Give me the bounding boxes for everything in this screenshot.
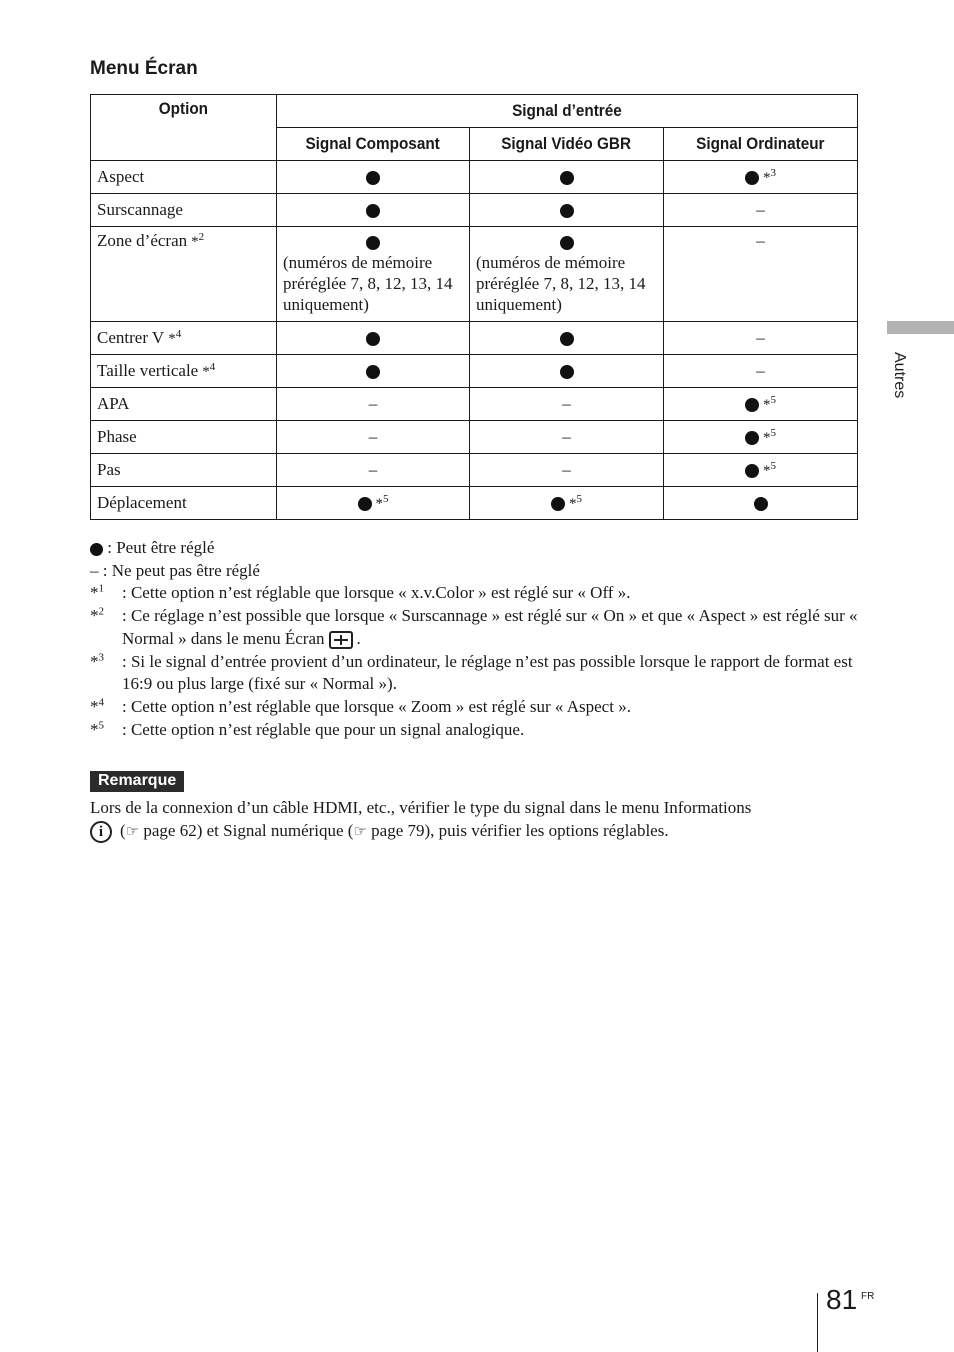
filled-circle-icon — [366, 171, 380, 185]
table-row — [91, 421, 858, 454]
filled-circle-icon — [551, 497, 565, 511]
cell-ordinateur: – — [664, 355, 858, 388]
cell-composant: (numéros de mémoire préréglée 7, 8, 12, 13, 14 uniquement) — [277, 227, 470, 322]
remark-text: Lors de la connexion d’un câble HDMI, etc., vérifier le type du signal dans le menu Informations i (☞ page 62) et Signal numérique (☞ page 79), puis vérifier les options réglables. — [90, 797, 860, 843]
table-row — [91, 355, 858, 388]
row-label: Pas — [91, 454, 277, 487]
filled-circle-icon — [745, 398, 759, 412]
filled-circle-icon — [366, 236, 380, 250]
table-row — [91, 487, 858, 520]
filled-circle-icon — [358, 497, 372, 511]
filled-circle-icon — [745, 171, 759, 185]
cell-ordinateur — [664, 487, 858, 520]
info-icon: i — [90, 821, 112, 843]
filled-circle-icon — [754, 497, 768, 511]
cell-composant: – — [277, 421, 470, 454]
footnote: *$^4$ : Cette option n’est réglable que lorsque « Zoom » est réglé sur « Aspect ». — [90, 696, 631, 716]
page-number: 81 — [826, 1284, 858, 1315]
filled-circle-icon — [366, 332, 380, 346]
header-composant: Signal Composant — [277, 128, 470, 161]
cell-gbr: *$^5$ — [470, 487, 664, 520]
section-heading: Menu Écran — [90, 58, 198, 79]
page-ref-icon: ☞ — [125, 823, 140, 840]
side-tab-label: Autres — [891, 352, 908, 399]
cell-composant — [277, 194, 470, 227]
cell-ordinateur: – — [664, 227, 858, 322]
cell-ordinateur: – — [664, 194, 858, 227]
filled-circle-icon — [560, 236, 574, 250]
filled-circle-icon — [366, 365, 380, 379]
filled-circle-icon — [560, 365, 574, 379]
cell-gbr — [470, 161, 664, 194]
row-label: APA — [91, 388, 277, 421]
cell-composant — [277, 355, 470, 388]
table-row — [91, 194, 858, 227]
row-label: Zone d’écran *$^2$ — [91, 227, 277, 322]
filled-circle-icon — [560, 332, 574, 346]
row-label: Aspect — [91, 161, 277, 194]
cell-composant: *$^5$ — [277, 487, 470, 520]
header-ordinateur: Signal Ordinateur — [664, 128, 858, 161]
filled-circle-icon — [560, 204, 574, 218]
filled-circle-icon — [366, 204, 380, 218]
legend — [90, 537, 860, 741]
filled-circle-icon — [560, 171, 574, 185]
header-gbr: Signal Vidéo GBR — [470, 128, 664, 161]
filled-circle-icon — [745, 431, 759, 445]
cell-gbr: – — [470, 421, 664, 454]
row-label: Surscannage — [91, 194, 277, 227]
remark-badge: Remarque — [90, 771, 184, 792]
legend-dot: : Peut être réglé — [90, 537, 860, 560]
cell-ordinateur: *$^3$ — [664, 161, 858, 194]
cell-composant — [277, 161, 470, 194]
side-tab-bar — [887, 321, 954, 334]
table-row — [91, 161, 858, 194]
cell-gbr: – — [470, 388, 664, 421]
table-row — [91, 454, 858, 487]
row-label: Phase — [91, 421, 277, 454]
header-signal: Signal d’entrée — [277, 95, 858, 128]
footnote: *$^1$ : Cette option n’est réglable que lorsque « x.v.Color » est réglé sur « Off ». — [90, 582, 631, 603]
cell-gbr: (numéros de mémoire préréglée 7, 8, 12, 13, 14 uniquement) — [470, 227, 664, 322]
page-rule — [817, 1293, 818, 1352]
cell-composant: – — [277, 388, 470, 421]
screen-menu-icon — [329, 631, 353, 649]
cell-ordinateur: *$^5$ — [664, 388, 858, 421]
row-label: Taille verticale *$^4$ — [91, 355, 277, 388]
footnote: *$^2$ : Ce réglage n’est possible que lorsque « Surscannage » est réglé sur « On » et que « Aspect » est réglé sur « Normal » dans le menu Écran . — [90, 605, 858, 648]
cell-gbr — [470, 194, 664, 227]
cell-composant: – — [277, 454, 470, 487]
footnote: *$^5$ : Cette option n’est réglable que pour un signal analogique. — [90, 718, 525, 739]
page-ref-icon: ☞ — [353, 823, 367, 840]
cell-ordinateur: *$^5$ — [664, 421, 858, 454]
cell-gbr — [470, 322, 664, 355]
cell-composant — [277, 322, 470, 355]
footnote: *$^3$ : Si le signal d’entrée provient d’un ordinateur, le réglage n’est pas possible lorsque le rapport de format est 16:9 ou plus large (fixé sur « Normal »). — [90, 650, 853, 694]
cell-ordinateur: *$^5$ — [664, 454, 858, 487]
page-language: FR — [861, 1291, 875, 1302]
options-table — [90, 94, 858, 520]
row-label: Centrer V *$^4$ — [91, 322, 277, 355]
row-label: Déplacement — [91, 487, 277, 520]
cell-gbr: – — [470, 454, 664, 487]
filled-circle-icon — [745, 464, 759, 478]
cell-ordinateur: – — [664, 322, 858, 355]
legend-dash: – : Ne peut pas être réglé — [90, 560, 260, 580]
header-option: Option — [91, 95, 277, 161]
table-row — [91, 227, 858, 322]
table-row — [91, 322, 858, 355]
table-row — [91, 388, 858, 421]
filled-circle-icon — [90, 543, 103, 556]
cell-gbr — [470, 355, 664, 388]
